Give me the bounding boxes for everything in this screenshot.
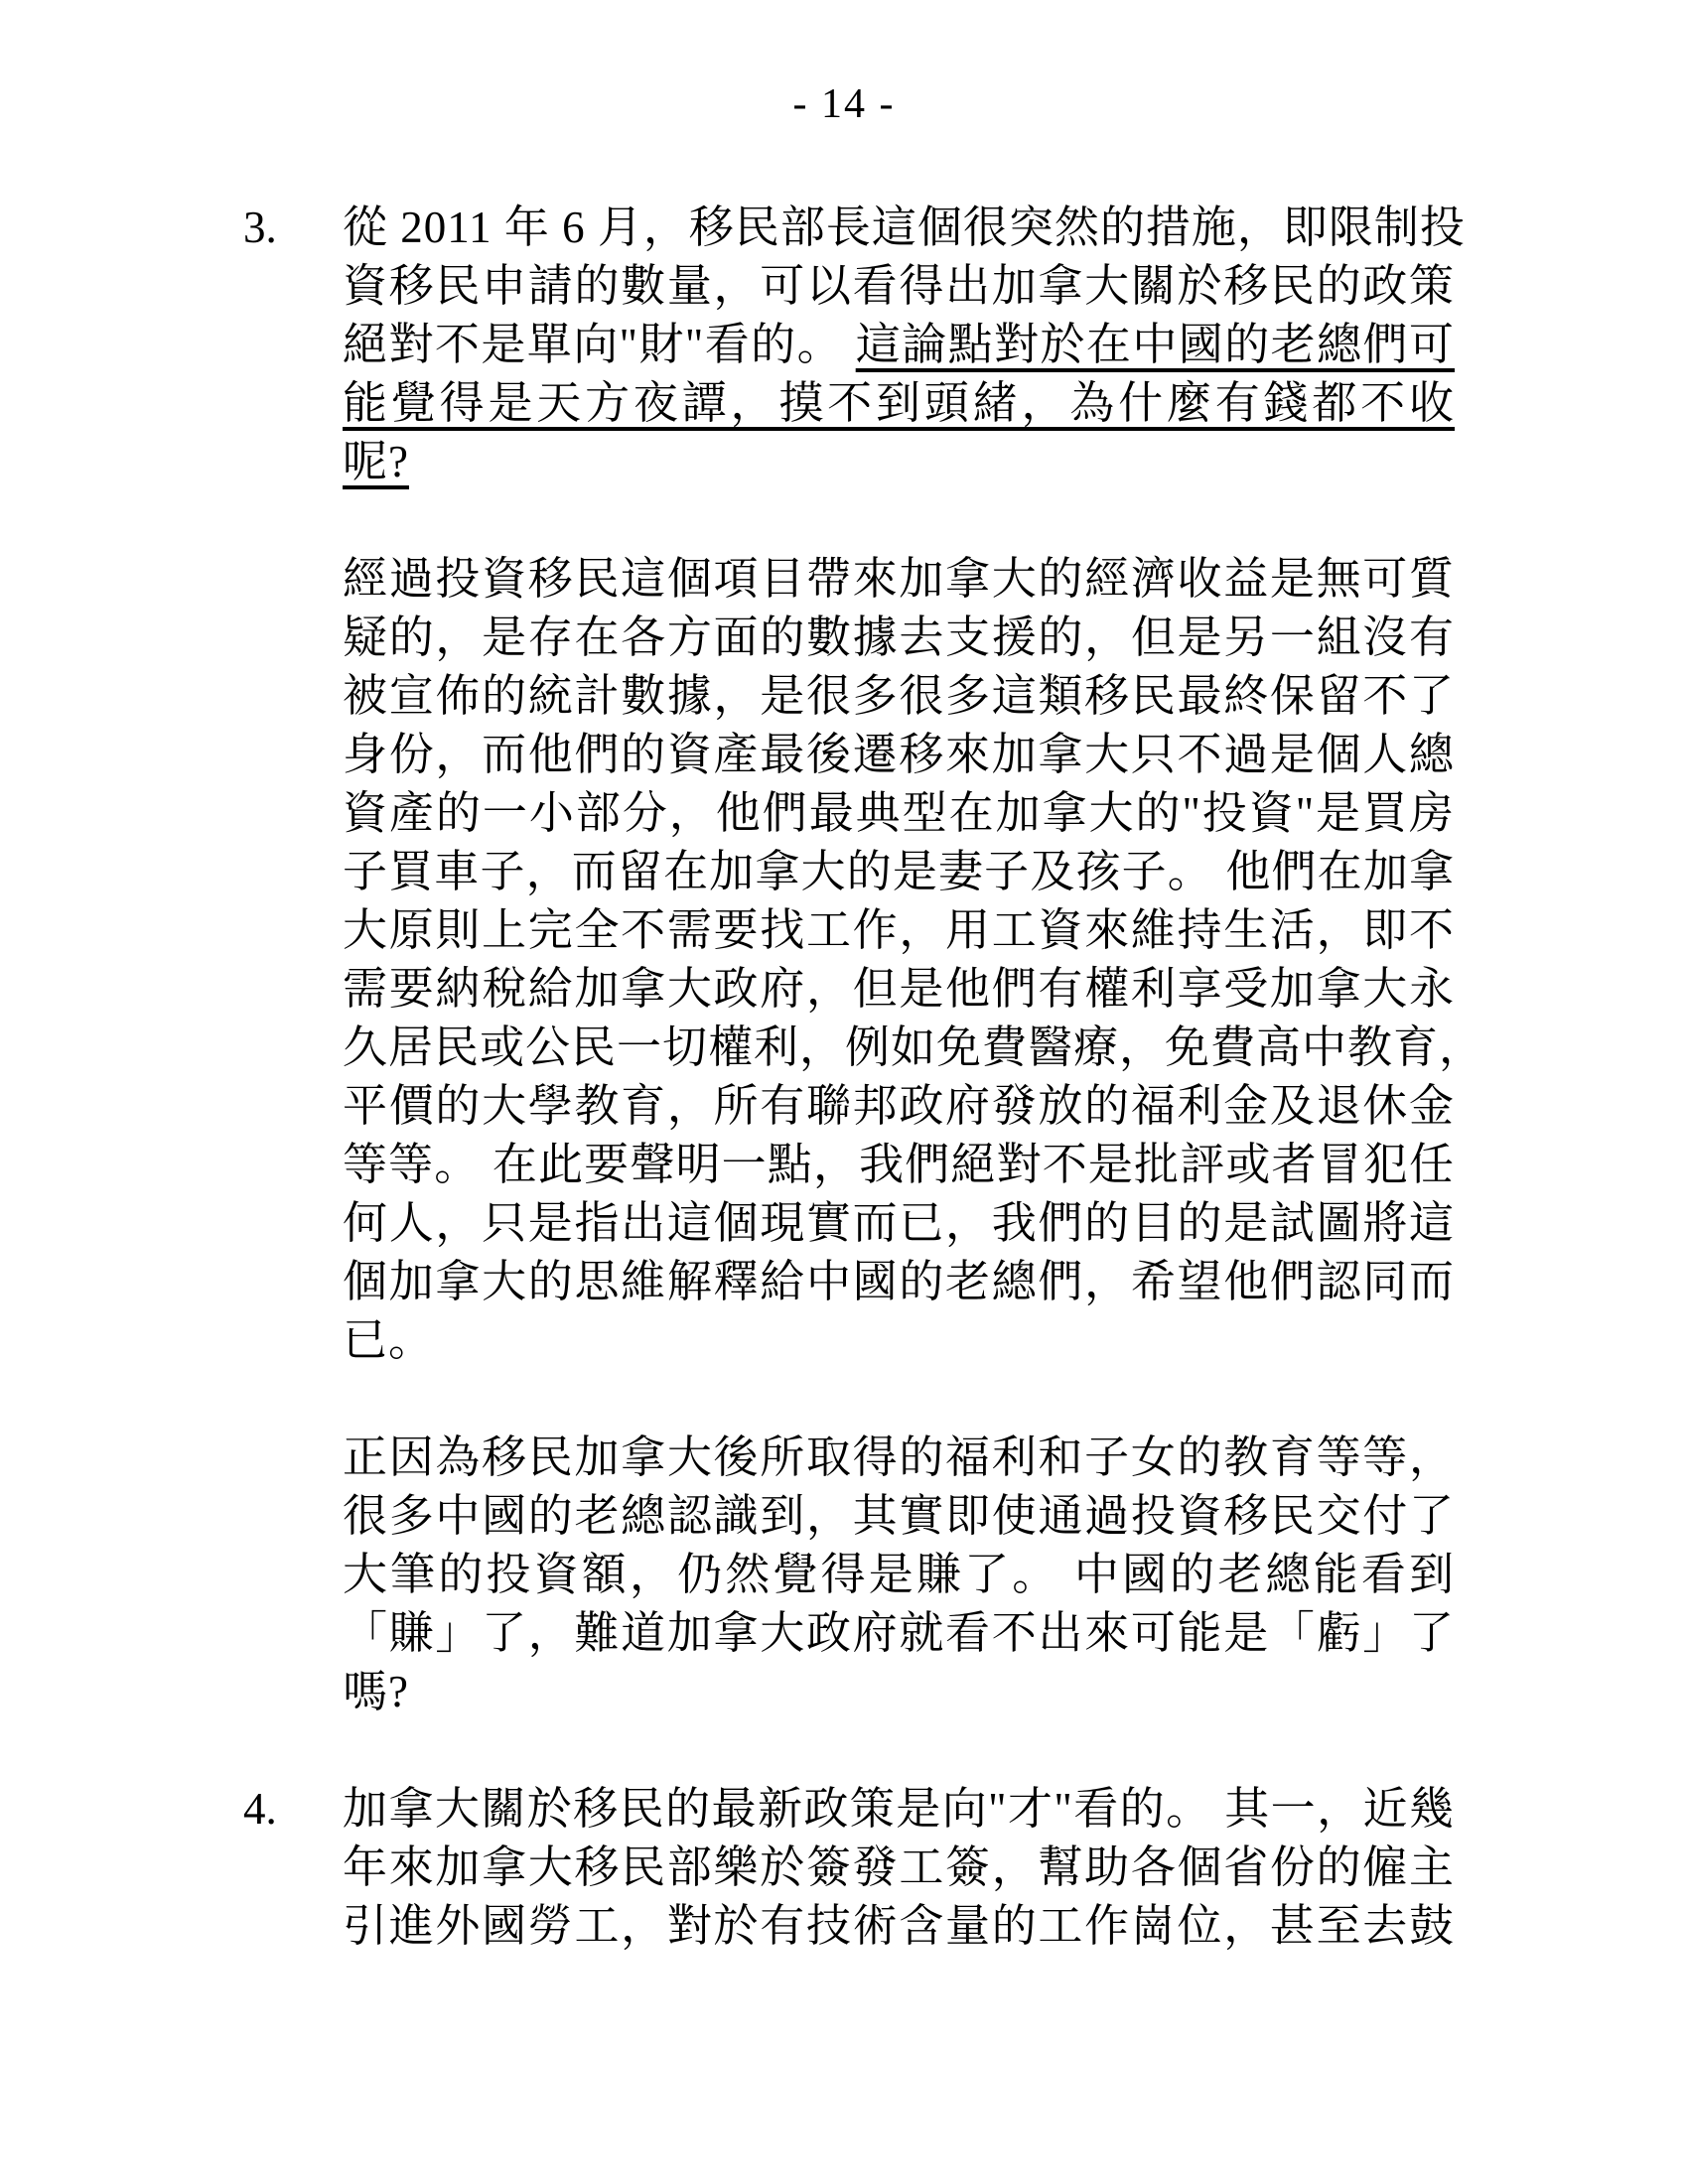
- text-line: [343, 1604, 1455, 1663]
- text-line: [343, 1311, 1455, 1370]
- text-run: 資產的一小部分，他們最典型在加拿大的"投資"是買房: [343, 788, 1455, 838]
- text-line: [343, 374, 1455, 433]
- underlined-text-run: 呢?: [343, 437, 409, 486]
- text-line: [343, 550, 1455, 609]
- numbered-item: [243, 1780, 1455, 1956]
- text-run: 年來加拿大移民部樂於簽發工簽，幫助各個省份的僱主: [343, 1843, 1455, 1892]
- text-run: 等等。 在此要聲明一點，我們絕對不是批評或者冒犯任: [343, 1140, 1455, 1189]
- underlined-text-run: 這論點對於在中國的老總們可: [855, 320, 1455, 369]
- text-line: [343, 1429, 1455, 1487]
- text-line: [343, 1839, 1455, 1897]
- text-line: [343, 667, 1455, 726]
- text-line: [343, 960, 1455, 1019]
- text-line: [343, 843, 1455, 901]
- text-run: 大原則上完全不需要找工作，用工資來維持生活，即不: [343, 905, 1455, 955]
- paragraph: [343, 199, 1466, 491]
- text-run: 身份，而他們的資產最後遷移來加拿大只不過是個人總: [343, 730, 1455, 779]
- item-marker: 3.: [243, 203, 277, 252]
- text-line: [343, 1136, 1455, 1194]
- text-line: [343, 1019, 1485, 1077]
- text-line: [343, 1897, 1455, 1956]
- text-line: [343, 316, 1455, 374]
- text-run: 資移民申請的數量，可以看得出加拿大關於移民的政策: [343, 261, 1455, 311]
- item-marker: 4.: [243, 1784, 277, 1834]
- text-line: [343, 257, 1455, 316]
- text-line: [343, 726, 1455, 784]
- text-line: [343, 199, 1466, 257]
- paragraph: [343, 550, 1485, 1370]
- text-run: 嗎?: [343, 1667, 409, 1716]
- text-line: [343, 784, 1455, 843]
- text-line: [343, 609, 1455, 667]
- text-run: 需要納稅給加拿大政府，但是他們有權利享受加拿大永: [343, 964, 1455, 1014]
- text-run: 絕對不是單向"財"看的。: [343, 320, 856, 369]
- text-run: 很多中國的老總認識到，其實即使通過投資移民交付了: [343, 1491, 1455, 1541]
- text-run: 從 2011 年 6 月，移民部長這個很突然的措施，即限制投: [343, 203, 1466, 252]
- text-run: 子買車子，而留在加拿大的是妻子及孩子。 他們在加拿: [343, 847, 1455, 896]
- text-run: 疑的，是存在各方面的數據去支援的，但是另一組沒有: [343, 613, 1455, 662]
- text-line: [343, 1077, 1455, 1136]
- numbered-item: [243, 199, 1485, 1721]
- underlined-text-run: 能覺得是天方夜譚，摸不到頭緒，為什麼有錢都不收: [343, 378, 1455, 428]
- text-run: 正因為移民加拿大後所取得的福利和子女的教育等等，: [343, 1433, 1455, 1482]
- text-run: 加拿大關於移民的最新政策是向"才"看的。 其一，近幾: [343, 1784, 1455, 1834]
- text-line: [343, 1487, 1455, 1546]
- text-line: [343, 1253, 1455, 1311]
- text-run: 平價的大學教育，所有聯邦政府發放的福利金及退休金: [343, 1081, 1455, 1131]
- text-line: [343, 1780, 1455, 1839]
- paragraph: [343, 1429, 1455, 1721]
- text-line: [343, 1546, 1455, 1604]
- text-run: 個加拿大的思維解釋給中國的老總們，希望他們認同而: [343, 1257, 1455, 1306]
- page-number: - 14 -: [792, 81, 896, 127]
- text-run: 被宣佈的統計數據，是很多很多這類移民最終保留不了: [343, 671, 1455, 721]
- text-line: [343, 1194, 1455, 1253]
- text-run: 已。: [343, 1315, 435, 1365]
- text-line: [343, 1663, 1455, 1721]
- text-run: 何人，只是指出這個現實而已，我們的目的是試圖將這: [343, 1198, 1455, 1248]
- paragraph: [343, 1780, 1455, 1956]
- text-run: 「賺」了，難道加拿大政府就看不出來可能是「虧」了: [343, 1608, 1455, 1658]
- text-line: [343, 433, 1455, 491]
- page-content: [243, 199, 1485, 2014]
- text-run: 大筆的投資額，仍然覺得是賺了。 中國的老總能看到: [343, 1550, 1455, 1599]
- text-run: 經過投資移民這個項目帶來加拿大的經濟收益是無可質: [343, 554, 1455, 604]
- text-line: [343, 901, 1455, 960]
- text-run: 久居民或公民一切權利，例如免費醫療，免費高中教育，: [343, 1023, 1485, 1072]
- text-run: 引進外國勞工，對於有技術含量的工作崗位，甚至去鼓: [343, 1901, 1455, 1951]
